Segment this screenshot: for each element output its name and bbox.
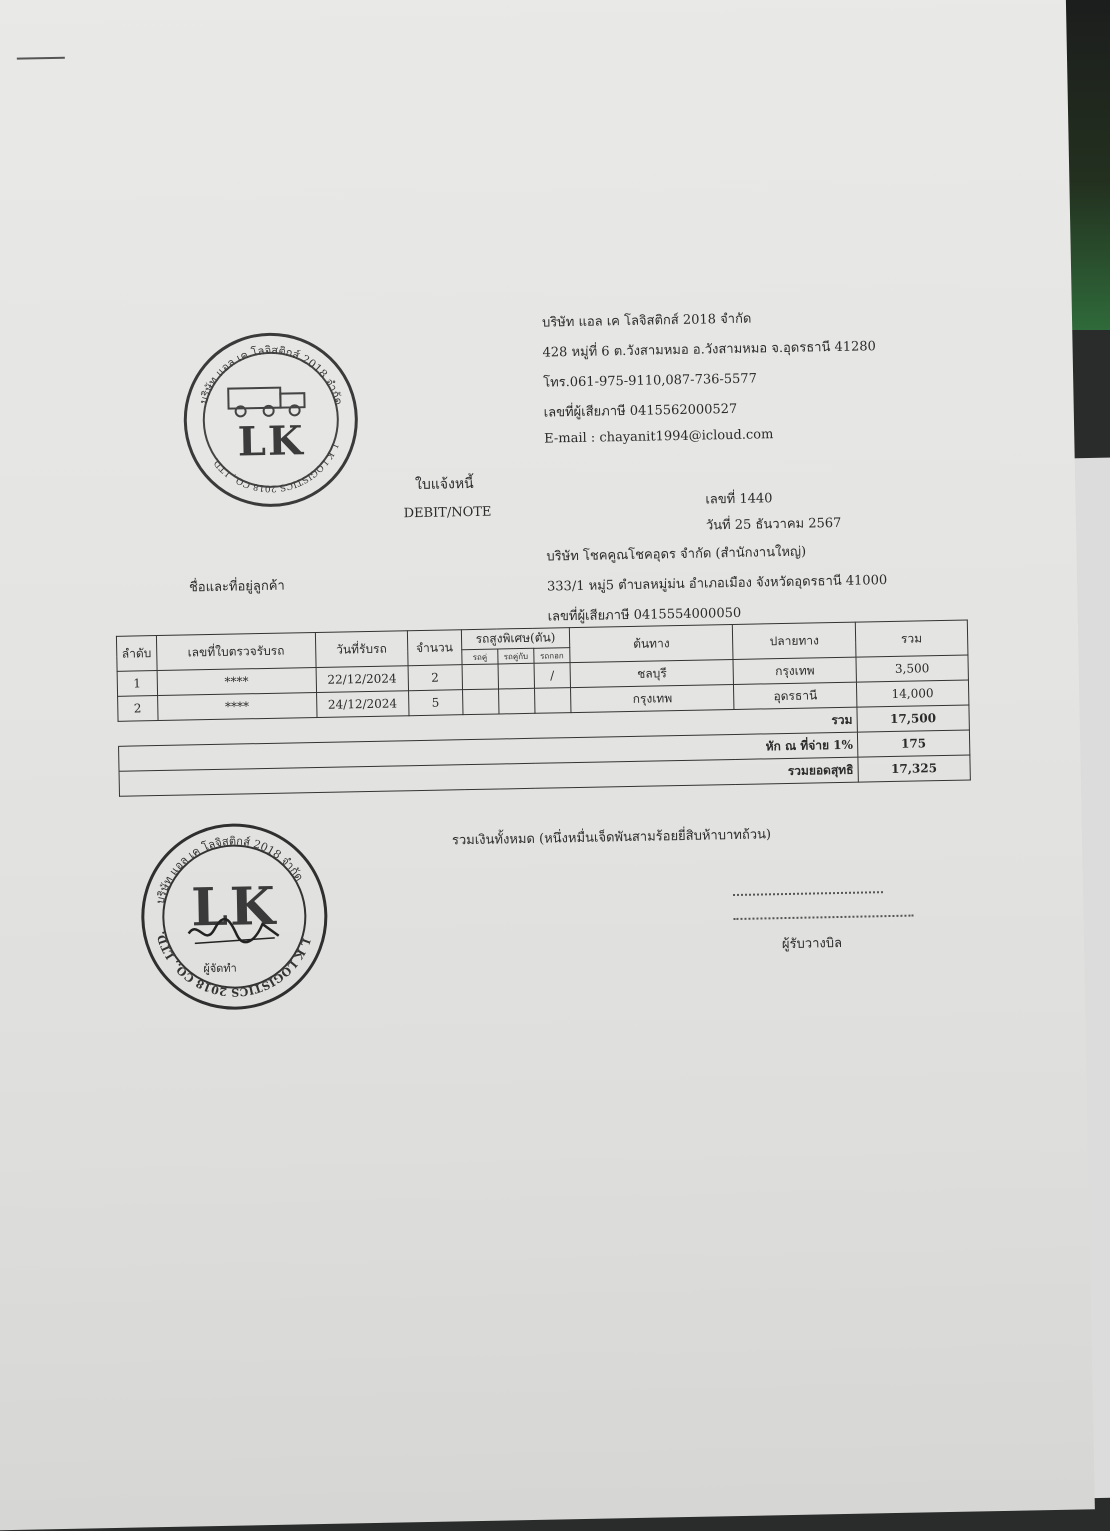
svg-text:L K LOGISTICS 2018 CO., LTD.: L K LOGISTICS 2018 CO., LTD. <box>153 930 313 999</box>
header-doc-no: เลขที่ใบตรวจรับรถ <box>156 633 316 671</box>
maker-label: ผู้จัดทำ <box>203 961 237 976</box>
invoice-table <box>116 619 971 796</box>
sum-label: รวม <box>118 707 857 746</box>
header-date: วันที่รับรถ <box>315 631 407 668</box>
company-address: 428 หมู่ที่ 6 ต.วังสามหมอ อ.วังสามหมอ จ.อุดรธานี 41280 <box>542 339 877 361</box>
customer-address: 333/1 หมู่5 ตำบลหมู่ม่น อำเภอเมือง จังหวัดอุดรธานี 41000 <box>546 573 888 595</box>
row-s3: / <box>534 663 570 689</box>
wht-label: หัก ณ ที่จ่าย 1% <box>119 732 858 771</box>
doc-date: วันที่ 25 ธันวาคม 2567 <box>705 515 842 534</box>
receiver-label: ผู้รับวางบิล <box>781 935 843 953</box>
company-email: E-mail : chayanit1994@icloud.com <box>544 427 774 447</box>
row-s2 <box>499 688 535 714</box>
row-origin: ชลบุรี <box>570 659 734 687</box>
row-date: 24/12/2024 <box>317 691 409 718</box>
header-sub1: รถคู่ <box>462 649 498 665</box>
header-qty: จำนวน <box>407 630 462 666</box>
doc-number: เลขที่ 1440 <box>705 491 773 508</box>
svg-text:L K LOGISTICS 2018 CO., LTD.: L K LOGISTICS 2018 CO., LTD. <box>210 441 340 493</box>
row-date: 22/12/2024 <box>316 666 408 693</box>
svg-text:บริษัท แอล เค โลจิสติกส์ 2018: บริษัท แอล เค โลจิสติกส์ 2018 จำกัด <box>196 343 345 407</box>
truck-icon <box>224 377 315 419</box>
doc-title-en: DEBIT/NOTE <box>403 504 492 522</box>
logo-lk-text: LK <box>237 417 306 466</box>
row-qty: 2 <box>408 665 463 691</box>
company-phone: โทร.061-975-9110,087-736-5577 <box>543 371 758 391</box>
header-dest: ปลายทาง <box>733 622 856 659</box>
row-dest: อุดรธานี <box>734 682 857 709</box>
net-value: 17,325 <box>858 755 971 782</box>
customer-tax-id: เลขที่ผู้เสียภาษี 0415554000050 <box>547 605 742 625</box>
header-special: รถสูงพิเศษ(ตัน) <box>461 628 569 650</box>
header-sub2: รถคู่กับ <box>498 648 534 664</box>
company-name: บริษัท แอล เค โลจิสติกส์ 2018 จำกัด <box>541 311 752 331</box>
doc-title-th: ใบแจ้งหนี้ <box>414 475 474 494</box>
header-sub3: รถกอก <box>534 648 570 664</box>
company-logo-seal <box>182 331 359 508</box>
receiver-signature-line <box>733 891 883 896</box>
header-no: ลำดับ <box>116 636 156 672</box>
signature-icon <box>184 912 285 954</box>
row-total: 14,000 <box>856 680 969 707</box>
company-tax-id: เลขที่ผู้เสียภาษี 0415562000527 <box>543 401 738 421</box>
row-origin: กรุงเทพ <box>570 684 734 712</box>
row-total: 3,500 <box>856 655 969 682</box>
customer-name: บริษัท โชคคูณโชคอุดร จำกัด (สำนักงานใหญ่) <box>546 544 807 565</box>
row-doc-no: **** <box>157 667 317 695</box>
svg-text:บริษัท แอล เค โลจิสติกส์ 2018: บริษัท แอล เค โลจิสติกส์ 2018 จำกัด <box>153 834 306 906</box>
sum-value: 17,500 <box>857 705 970 732</box>
pen-mark <box>17 57 65 60</box>
header-origin: ต้นทาง <box>569 624 733 662</box>
row-doc-no: **** <box>157 692 317 720</box>
net-label: รวมยอดสุทธิ <box>119 757 858 796</box>
row-s1 <box>463 689 499 715</box>
row-qty: 5 <box>408 690 463 716</box>
row-dest: กรุงเทพ <box>733 657 856 684</box>
amount-in-words: รวมเงินทั้งหมด (หนึ่งหมื่นเจ็ดพันสามร้อยยี่สิบห้าบาทถ้วน) <box>451 827 772 849</box>
row-s1 <box>462 664 498 690</box>
row-s3 <box>534 688 570 714</box>
row-no: 1 <box>117 671 157 697</box>
company-stamp <box>140 822 330 1012</box>
header-total: รวม <box>855 620 968 657</box>
customer-label: ชื่อและที่อยู่ลูกค้า <box>188 578 285 596</box>
wht-value: 175 <box>857 730 970 757</box>
row-s2 <box>498 663 534 689</box>
stamp-lk-text: LK <box>190 875 278 939</box>
receiver-name-line <box>733 915 913 920</box>
row-no: 2 <box>118 696 158 722</box>
